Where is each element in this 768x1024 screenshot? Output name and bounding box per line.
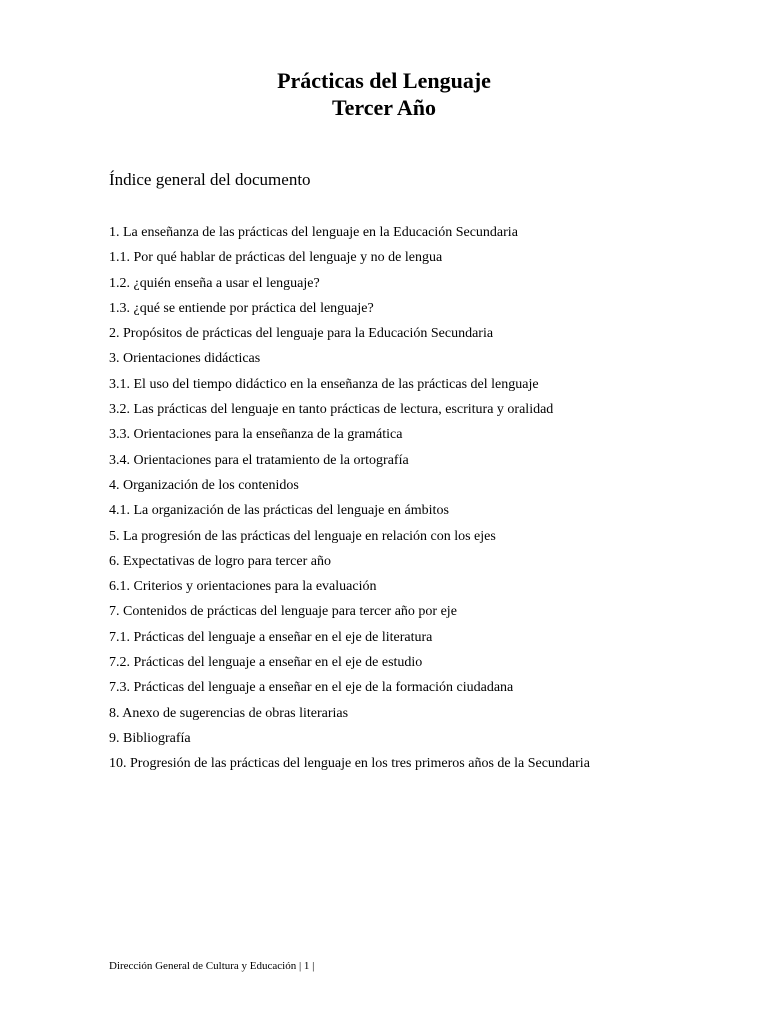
toc-item: 7. Contenidos de prácticas del lenguaje para tercer año por eje — [109, 604, 457, 620]
toc-item: 2. Propósitos de prácticas del lenguaje para la Educación Secundaria — [109, 326, 494, 342]
toc-item: 1.1. Por qué hablar de prácticas del lenguaje y no de lengua — [109, 250, 443, 266]
toc-item: 7.1. Prácticas del lenguaje a enseñar en el eje de literatura — [109, 629, 433, 645]
toc-item: 10. Progresión de las prácticas del lenguaje en los tres primeros años de la Secundaria — [109, 756, 590, 772]
table-of-contents — [109, 220, 590, 777]
toc-item: 1.2. ¿quién enseña a usar el lenguaje? — [109, 275, 320, 291]
toc-item: 7.3. Prácticas del lenguaje a enseñar en el eje de la formación ciudadana — [109, 680, 514, 696]
index-heading: Índice general del documento — [109, 170, 311, 189]
title-block — [0, 67, 768, 121]
toc-item: 6. Expectativas de logro para tercer año — [109, 553, 331, 569]
toc-item: 3.4. Orientaciones para el tratamiento de la ortografía — [109, 452, 409, 468]
toc-item: 3. Orientaciones didácticas — [109, 351, 261, 367]
page-footer: Dirección General de Cultura y Educación | 1 | — [109, 960, 315, 972]
document-subtitle: Tercer Año — [331, 95, 437, 120]
toc-item: 7.2. Prácticas del lenguaje a enseñar en el eje de estudio — [109, 655, 423, 671]
toc-item: 5. La progresión de las prácticas del lenguaje en relación con los ejes — [109, 528, 496, 544]
toc-item: 3.1. El uso del tiempo didáctico en la enseñanza de las prácticas del lenguaje — [109, 376, 539, 392]
toc-item: 4. Organización de los contenidos — [109, 477, 299, 493]
toc-item: 1.3. ¿qué se entiende por práctica del lenguaje? — [109, 300, 374, 316]
toc-item: 1. La enseñanza de las prácticas del lenguaje en la Educación Secundaria — [109, 225, 518, 240]
toc-item: 9. Bibliografía — [109, 730, 191, 746]
toc-item: 3.3. Orientaciones para la enseñanza de la gramática — [109, 427, 403, 443]
document-title: Prácticas del Lenguaje — [277, 68, 491, 93]
toc-item: 6.1. Criterios y orientaciones para la evaluación — [109, 579, 377, 595]
toc-item: 3.2. Las prácticas del lenguaje en tanto prácticas de lectura, escritura y oralidad — [109, 402, 554, 418]
toc-item: 4.1. La organización de las prácticas del lenguaje en ámbitos — [109, 503, 449, 519]
toc-item: 8. Anexo de sugerencias de obras literarias — [109, 705, 349, 721]
